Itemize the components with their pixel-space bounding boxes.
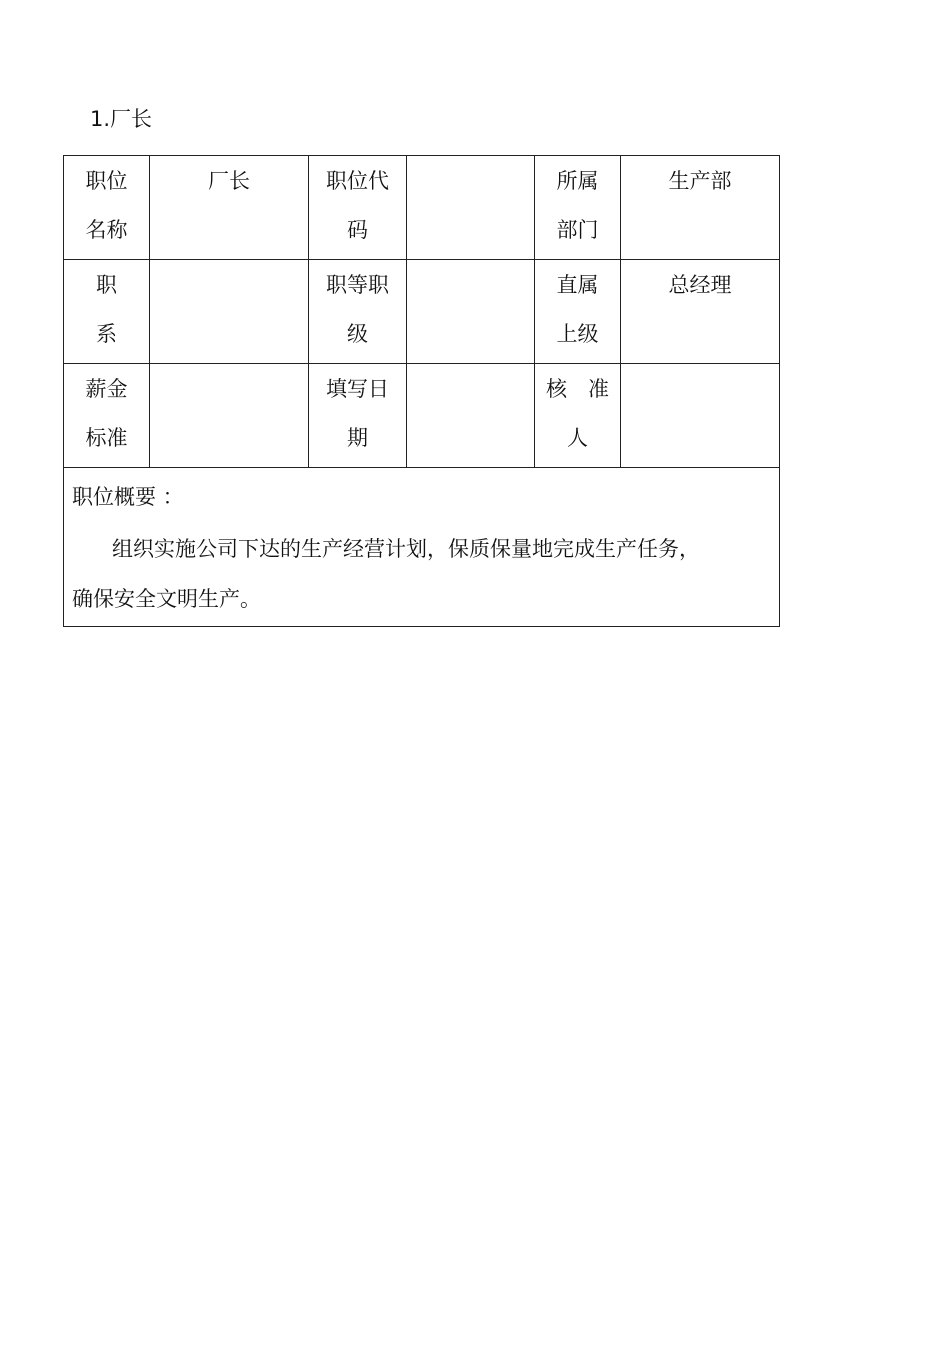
direct-supervisor-value: 总经理 — [668, 273, 732, 297]
label-cell — [309, 156, 407, 260]
label-cell — [535, 364, 621, 468]
summary-body: 组织实施公司下达的生产经营计划，保质保量地完成生产任务，确保安全文明生产。 — [72, 537, 700, 611]
label-cell — [309, 364, 407, 468]
table-row — [64, 156, 780, 260]
label-line: 级 — [347, 322, 368, 346]
label-line: 标准 — [85, 426, 128, 450]
label-line: 职位 — [85, 169, 128, 193]
label-cell — [535, 156, 621, 260]
value-cell — [150, 364, 309, 468]
value-cell — [407, 260, 535, 364]
value-cell — [150, 260, 309, 364]
label-cell — [535, 260, 621, 364]
label-cell — [64, 260, 150, 364]
value-cell — [150, 156, 309, 260]
value-cell — [621, 260, 780, 364]
department-value: 生产部 — [668, 169, 732, 193]
label-line: 直属 — [556, 273, 599, 297]
job-description-table — [63, 155, 780, 627]
summary-cell — [64, 468, 780, 627]
label-line: 系 — [96, 322, 117, 346]
table-row — [64, 260, 780, 364]
label-line: 码 — [347, 218, 368, 242]
label-line: 职位代 — [326, 169, 389, 193]
position-name-value: 厂长 — [208, 169, 250, 193]
label-line: 填写日 — [326, 377, 389, 401]
label-line: 核 准 — [546, 377, 609, 401]
label-line: 薪金 — [85, 377, 128, 401]
label-line: 期 — [347, 426, 368, 450]
section-heading: 1.厂长 — [90, 107, 153, 131]
label-line: 名称 — [85, 218, 128, 242]
label-cell — [309, 260, 407, 364]
label-line: 职等职 — [326, 273, 389, 297]
label-cell — [64, 156, 150, 260]
label-cell — [64, 364, 150, 468]
label-line: 人 — [567, 426, 588, 450]
value-cell — [407, 156, 535, 260]
label-line: 所属 — [556, 169, 599, 193]
value-cell — [407, 364, 535, 468]
summary-title: 职位概要 ： — [72, 485, 184, 509]
label-line: 上级 — [556, 322, 599, 346]
label-line: 部门 — [556, 218, 599, 242]
label-line: 职 — [96, 273, 117, 297]
table-row — [64, 364, 780, 468]
summary-row — [64, 468, 780, 627]
value-cell — [621, 156, 780, 260]
value-cell — [621, 364, 780, 468]
